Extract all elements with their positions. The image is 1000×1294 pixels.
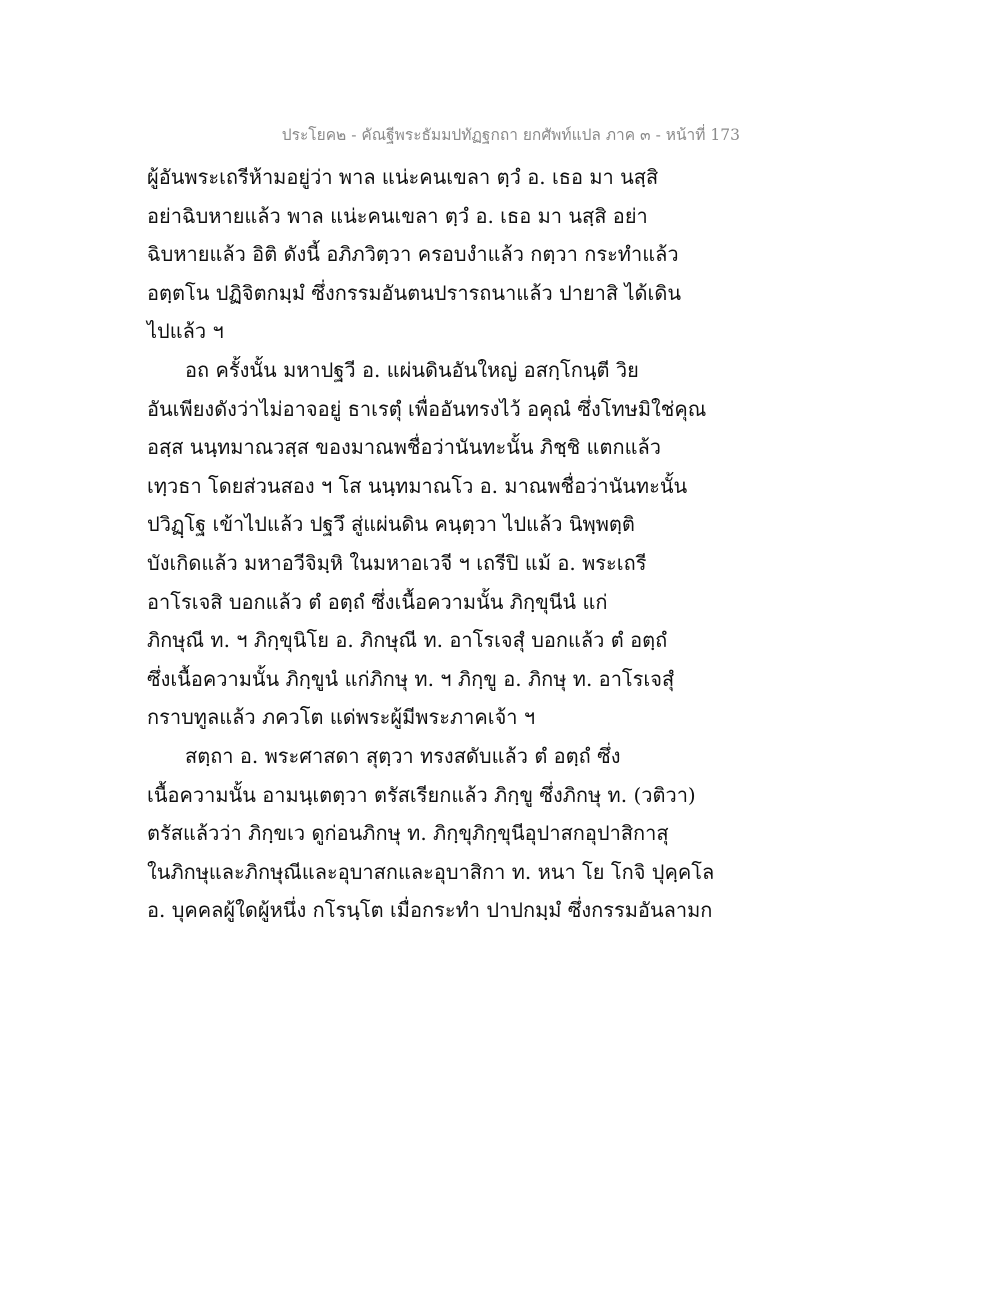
text-line: ตรัสแล้วว่า ภิกฺขเว ดูก่อนภิกษุ ท. ภิกฺขุภิกฺขุนีอุปาสกอุปาสิกาสุ bbox=[147, 821, 669, 846]
running-header: ประโยค๒ - คัณฐีพระธัมมปทัฏฐกถา ยกศัพท์แปล ภาค ๓ - หน้าที่ 173 bbox=[281, 126, 740, 144]
text-line: อาโรเจสิ บอกแล้ว ตํ อตฺถํ ซึ่งเนื้อความนั้น ภิกฺขุนีนํ แก่ bbox=[147, 589, 608, 614]
text-line: อันเพียงดังว่าไม่อาจอยู่ ธาเรตุํ เพื่ออันทรงไว้ อคุณํ ซึ่งโทษมิใช่คุณ bbox=[147, 396, 707, 421]
text-line: กราบทูลแล้ว ภควโต แด่พระผู้มีพระภาคเจ้า ฯ bbox=[147, 705, 536, 730]
text-line: อ. บุคคลผู้ใดผู้หนึ่ง กโรนฺโต เมื่อกระทำ ปาปกมฺมํ ซึ่งกรรมอันลามก bbox=[147, 898, 713, 923]
text-line: ปวิฏฺโฐ เข้าไปแล้ว ปฐวึ สู่แผ่นดิน คนฺตฺวา ไปแล้ว นิพฺพตฺติ bbox=[147, 512, 635, 537]
paragraph-1 bbox=[147, 158, 767, 351]
paragraph-2 bbox=[147, 351, 767, 737]
text-line: ในภิกษุและภิกษุณีและอุบาสกและอุบาสิกา ท. หนา โย โกจิ ปุคฺคโล bbox=[147, 859, 715, 884]
text-line: สตฺถา อ. พระศาสดา สุตฺวา ทรงสดับแล้ว ตํ อตฺถํ ซึ่ง bbox=[185, 743, 621, 768]
text-line: เทฺวธา โดยส่วนสอง ฯ โส นนฺทมาณโว อ. มาณพชื่อว่านันทะนั้น bbox=[147, 473, 688, 498]
text-line: อถ ครั้งนั้น มหาปฐวี อ. แผ่นดินอันใหญ่ อสกฺโกนฺตี วิย bbox=[185, 357, 639, 382]
text-line: อสฺส นนฺทมาณวสฺส ของมาณพชื่อว่านันทะนั้น ภิชฺชิ แตกแล้ว bbox=[147, 435, 661, 460]
body-text bbox=[147, 158, 767, 930]
text-line: ผู้อันพระเถรีห้ามอยู่ว่า พาล แน่ะคนเขลา ตฺวํ อ. เธอ มา นสฺสิ bbox=[147, 165, 659, 189]
text-line: ฉิบหายแล้ว อิติ ดังนี้ อภิภวิตฺวา ครอบงำแล้ว กตฺวา กระทำแล้ว bbox=[147, 242, 679, 267]
text-line: บังเกิดแล้ว มหาอวีจิมฺหิ ในมหาอเวจี ฯ เถรีปิ แม้ อ. พระเถรี bbox=[147, 550, 647, 575]
text-line: ไปแล้ว ฯ bbox=[147, 319, 224, 344]
paragraph-3 bbox=[147, 737, 767, 930]
text-line: อตฺตโน ปฏิจิตกมฺมํ ซึ่งกรรมอันตนปรารถนาแล้ว ปายาสิ ได้เดิน bbox=[147, 280, 682, 305]
text-line: เนื้อความนั้น อามนฺเตตฺวา ตรัสเรียกแล้ว ภิกฺขู ซึ่งภิกษุ ท. (วติวา) bbox=[147, 782, 696, 807]
text-line: ซึ่งเนื้อความนั้น ภิกฺขูนํ แก่ภิกษุ ท. ฯ ภิกฺขู อ. ภิกษุ ท. อาโรเจสุํ bbox=[147, 666, 675, 691]
text-line: อย่าฉิบหายแล้ว พาล แน่ะคนเขลา ตฺวํ อ. เธอ มา นสฺสิ อย่า bbox=[147, 203, 648, 228]
text-line: ภิกษุณี ท. ฯ ภิกฺขุนิโย อ. ภิกษุณี ท. อาโรเจสุํ บอกแล้ว ตํ อตฺถํ bbox=[147, 628, 668, 653]
